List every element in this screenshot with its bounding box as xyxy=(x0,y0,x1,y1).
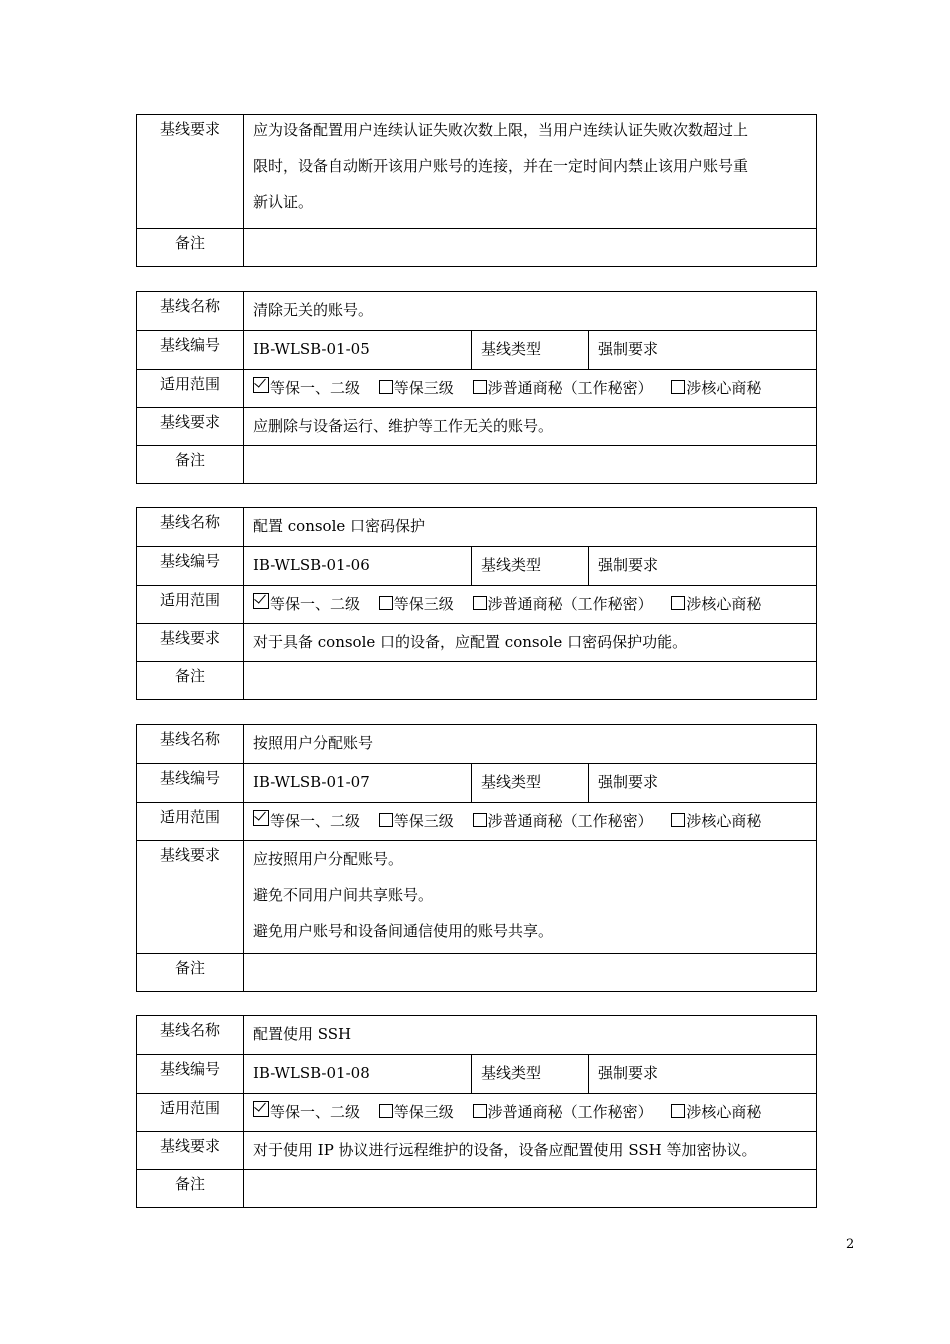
scope-option: 涉核心商秘 xyxy=(686,1103,762,1121)
checkbox-checked-icon[interactable] xyxy=(253,377,269,393)
type-label: 基线类型 xyxy=(472,331,589,370)
scope-option: 涉核心商秘 xyxy=(686,379,762,397)
code-label: 基线编号 xyxy=(137,1055,244,1094)
scope-options xyxy=(244,1094,817,1132)
requirement-label: 基线要求 xyxy=(137,841,244,954)
baseline-table-continued xyxy=(136,114,817,267)
requirement-line: 应为设备配置用户连续认证失败次数上限，当用户连续认证失败次数超过上 xyxy=(253,121,749,139)
baseline-table-01-06 xyxy=(136,507,817,700)
remark-value xyxy=(244,229,817,267)
type-value: 强制要求 xyxy=(589,764,817,803)
checkbox-icon[interactable] xyxy=(671,380,685,394)
checkbox-icon[interactable] xyxy=(473,813,487,827)
scope-label: 适用范围 xyxy=(137,370,244,408)
name-label: 基线名称 xyxy=(137,292,244,331)
type-label: 基线类型 xyxy=(472,764,589,803)
baseline-name: 清除无关的账号。 xyxy=(244,292,817,331)
baseline-code: IB-WLSB-01-05 xyxy=(244,331,472,370)
remark-value xyxy=(244,954,817,992)
scope-option: 涉普通商秘（工作秘密） xyxy=(487,812,653,830)
type-value: 强制要求 xyxy=(589,547,817,586)
scope-option: 涉普通商秘（工作秘密） xyxy=(487,595,653,613)
requirement-label: 基线要求 xyxy=(137,115,244,229)
scope-label: 适用范围 xyxy=(137,803,244,841)
type-value: 强制要求 xyxy=(589,1055,817,1094)
checkbox-icon[interactable] xyxy=(473,380,487,394)
baseline-table-01-08 xyxy=(136,1015,817,1208)
requirement-label: 基线要求 xyxy=(137,624,244,662)
checkbox-checked-icon[interactable] xyxy=(253,1101,269,1117)
name-label: 基线名称 xyxy=(137,725,244,764)
checkbox-icon[interactable] xyxy=(379,596,393,610)
baseline-name: 按照用户分配账号 xyxy=(244,725,817,764)
code-label: 基线编号 xyxy=(137,547,244,586)
remark-label: 备注 xyxy=(137,1170,244,1208)
scope-option: 等保三级 xyxy=(393,1103,454,1121)
scope-option: 等保一、二级 xyxy=(270,379,361,397)
requirement-line: 新认证。 xyxy=(253,193,314,211)
checkbox-icon[interactable] xyxy=(473,1104,487,1118)
requirement-line: 应按照用户分配账号。 xyxy=(253,850,404,868)
checkbox-icon[interactable] xyxy=(473,596,487,610)
requirement-line: 限时，设备自动断开该用户账号的连接，并在一定时间内禁止该用户账号重 xyxy=(253,157,749,175)
baseline-code: IB-WLSB-01-07 xyxy=(244,764,472,803)
code-label: 基线编号 xyxy=(137,764,244,803)
checkbox-checked-icon[interactable] xyxy=(253,593,269,609)
remark-label: 备注 xyxy=(137,662,244,700)
requirement-line: 避免不同用户间共享账号。 xyxy=(253,886,434,904)
baseline-name: 配置使用 SSH xyxy=(244,1016,817,1055)
scope-option: 等保一、二级 xyxy=(270,812,361,830)
scope-option: 涉核心商秘 xyxy=(686,812,762,830)
scope-option: 涉普通商秘（工作秘密） xyxy=(487,379,653,397)
remark-value xyxy=(244,446,817,484)
baseline-table-01-05 xyxy=(136,291,817,484)
scope-option: 等保三级 xyxy=(393,379,454,397)
baseline-code: IB-WLSB-01-06 xyxy=(244,547,472,586)
type-label: 基线类型 xyxy=(472,547,589,586)
checkbox-checked-icon[interactable] xyxy=(253,810,269,826)
scope-label: 适用范围 xyxy=(137,1094,244,1132)
code-label: 基线编号 xyxy=(137,331,244,370)
remark-value xyxy=(244,1170,817,1208)
requirement-label: 基线要求 xyxy=(137,1132,244,1170)
checkbox-icon[interactable] xyxy=(379,1104,393,1118)
remark-label: 备注 xyxy=(137,229,244,267)
requirement-label: 基线要求 xyxy=(137,408,244,446)
scope-options xyxy=(244,370,817,408)
checkbox-icon[interactable] xyxy=(671,813,685,827)
name-label: 基线名称 xyxy=(137,1016,244,1055)
baseline-table-01-07 xyxy=(136,724,817,992)
remark-label: 备注 xyxy=(137,446,244,484)
requirement-text: 应删除与设备运行、维护等工作无关的账号。 xyxy=(244,408,817,446)
scope-option: 等保三级 xyxy=(393,812,454,830)
requirement-text: 对于使用 IP 协议进行远程维护的设备，设备应配置使用 SSH 等加密协议。 xyxy=(244,1132,817,1170)
scope-options xyxy=(244,586,817,624)
remark-value xyxy=(244,662,817,700)
scope-option: 等保一、二级 xyxy=(270,595,361,613)
scope-options xyxy=(244,803,817,841)
scope-option: 等保三级 xyxy=(393,595,454,613)
type-value: 强制要求 xyxy=(589,331,817,370)
baseline-name: 配置 console 口密码保护 xyxy=(244,508,817,547)
checkbox-icon[interactable] xyxy=(671,1104,685,1118)
requirement-text xyxy=(244,115,817,229)
name-label: 基线名称 xyxy=(137,508,244,547)
page-number: 2 xyxy=(846,1237,855,1252)
requirement-line: 避免用户账号和设备间通信使用的账号共享。 xyxy=(253,922,554,940)
scope-option: 等保一、二级 xyxy=(270,1103,361,1121)
remark-label: 备注 xyxy=(137,954,244,992)
checkbox-icon[interactable] xyxy=(671,596,685,610)
requirement-text xyxy=(244,841,817,954)
type-label: 基线类型 xyxy=(472,1055,589,1094)
baseline-code: IB-WLSB-01-08 xyxy=(244,1055,472,1094)
scope-option: 涉核心商秘 xyxy=(686,595,762,613)
scope-label: 适用范围 xyxy=(137,586,244,624)
scope-option: 涉普通商秘（工作秘密） xyxy=(487,1103,653,1121)
requirement-text: 对于具备 console 口的设备，应配置 console 口密码保护功能。 xyxy=(244,624,817,662)
checkbox-icon[interactable] xyxy=(379,813,393,827)
checkbox-icon[interactable] xyxy=(379,380,393,394)
